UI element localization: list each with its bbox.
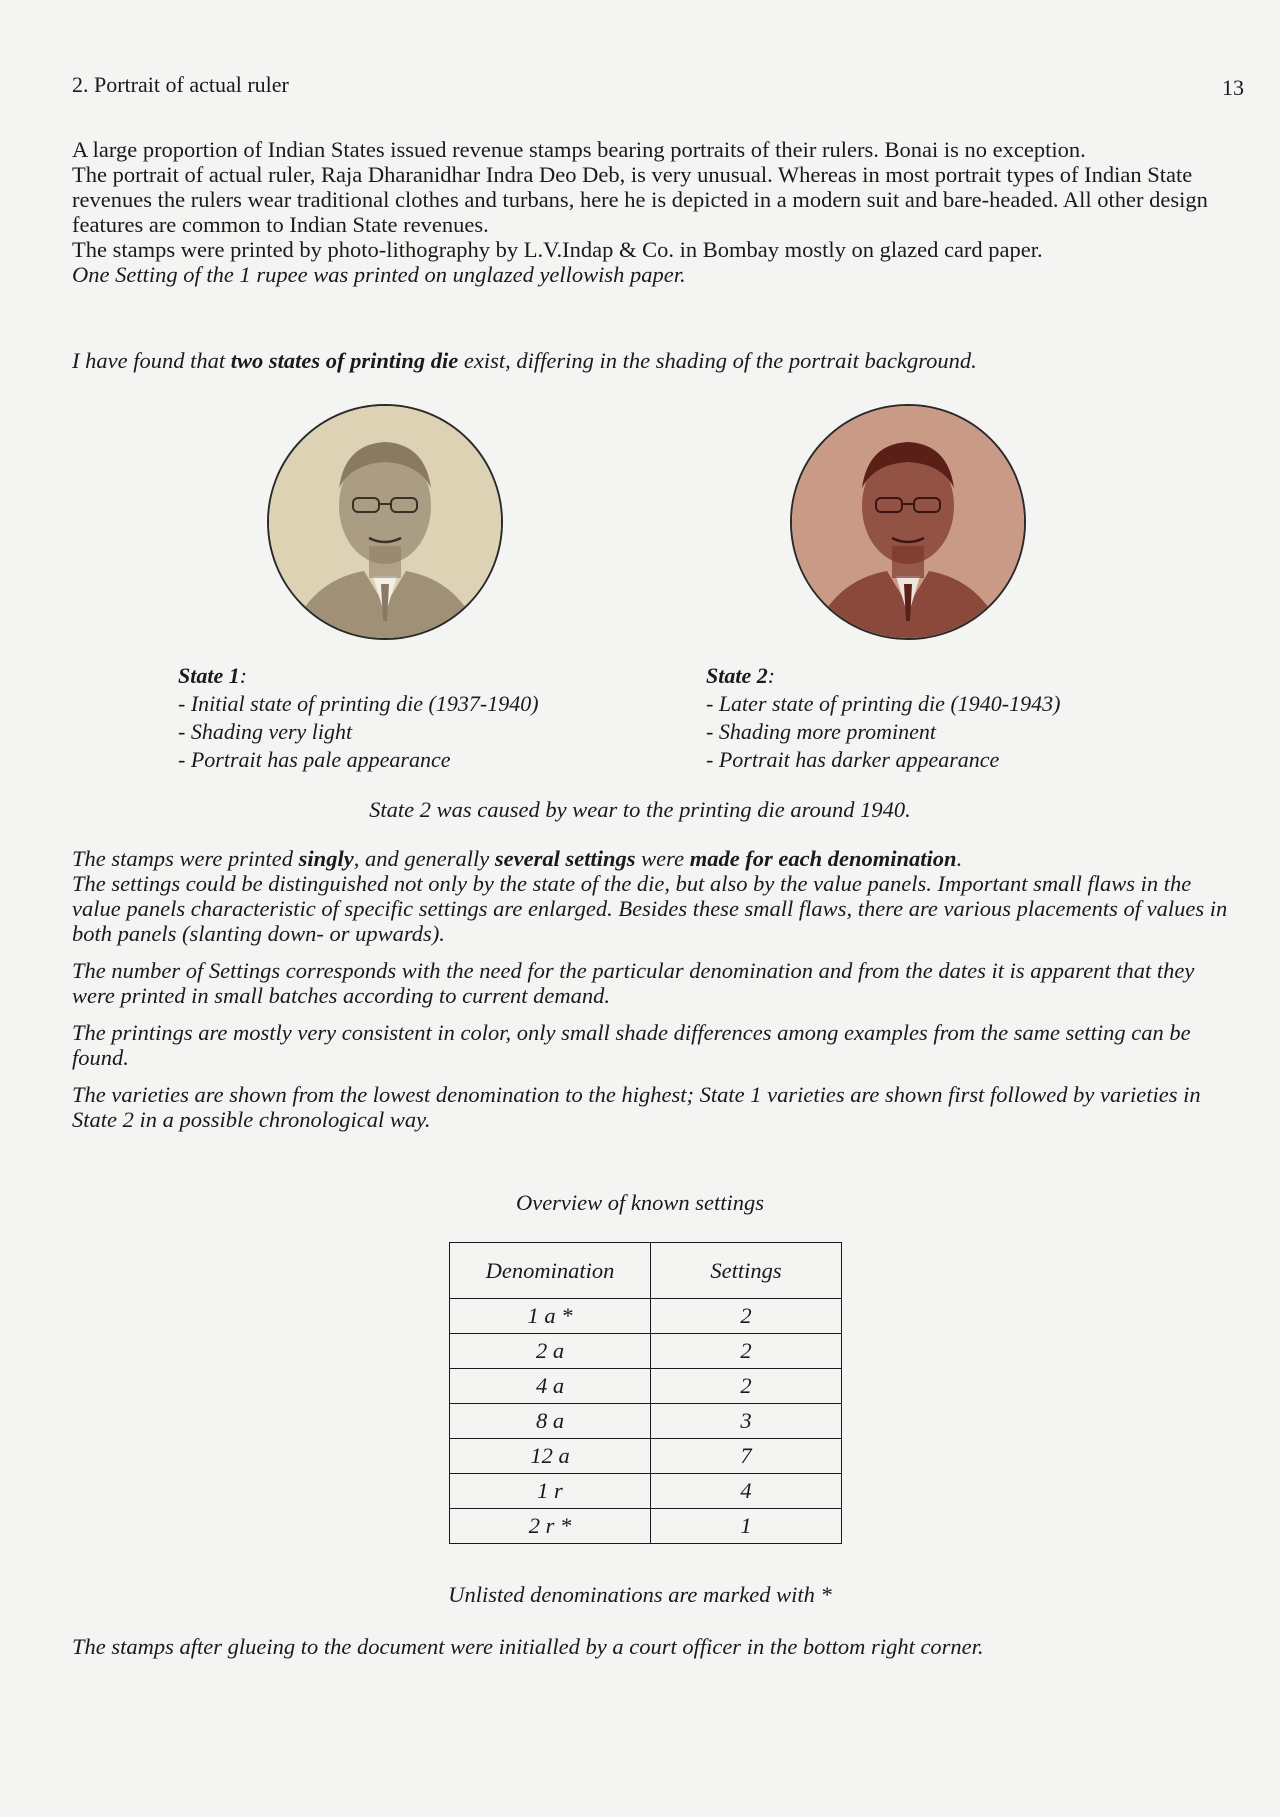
unlisted-note: Unlisted denominations are marked with * xyxy=(448,1582,832,1607)
settings-cell: 2 xyxy=(651,1334,842,1369)
portrait-state-2-image xyxy=(790,404,1026,640)
body-p1-e: were xyxy=(635,846,690,871)
body-paragraph-1 xyxy=(72,846,1242,946)
table-row xyxy=(450,1299,842,1334)
header-denomination: Denomination xyxy=(450,1243,651,1299)
body-p1-f: made for each denomination xyxy=(689,846,957,871)
intro-text xyxy=(72,137,1232,287)
table-row xyxy=(450,1439,842,1474)
body-p1-b: singly xyxy=(298,846,354,871)
body-p1-c: , and generally xyxy=(353,846,495,871)
settings-cell: 4 xyxy=(651,1474,842,1509)
table-row xyxy=(450,1474,842,1509)
settings-cell: 2 xyxy=(651,1299,842,1334)
state-1-line-1: - Initial state of printing die (1937-1940) xyxy=(178,691,539,716)
page-number: 13 xyxy=(1222,75,1244,100)
table-row xyxy=(450,1369,842,1404)
states-intro-text-b: exist, differing in the shading of the portrait background. xyxy=(458,348,977,373)
body-text xyxy=(72,846,1242,1144)
settings-cell: 1 xyxy=(651,1509,842,1544)
wear-note: State 2 was caused by wear to the printing die around 1940. xyxy=(369,797,911,822)
denomination-cell: 8 a xyxy=(450,1404,651,1439)
state-2-line-3: - Portrait has darker appearance xyxy=(706,747,1000,772)
states-intro-bold: two states of printing die xyxy=(230,348,459,373)
state-1-caption: State 1: - Initial state of printing die (1937-1940) - Shading very light - Portrait has pale appearance xyxy=(178,663,539,772)
settings-cell: 2 xyxy=(651,1369,842,1404)
settings-table xyxy=(449,1242,842,1544)
intro-paragraph-3: The stamps were printed by photo-lithography by L.V.Indap & Co. in Bombay mostly on glazed card paper. xyxy=(72,237,1043,262)
header-settings: Settings xyxy=(651,1243,842,1299)
table-row xyxy=(450,1334,842,1369)
state-2-line-2: - Shading more prominent xyxy=(706,719,936,744)
denomination-cell: 2 r * xyxy=(450,1509,651,1544)
state-1-title: State 1 xyxy=(178,663,240,688)
denomination-cell: 4 a xyxy=(450,1369,651,1404)
body-p1-a: The stamps were printed xyxy=(72,846,299,871)
overview-title: Overview of known settings xyxy=(515,1190,765,1215)
body-paragraph-3: The number of Settings corresponds with the need for the particular denomination and from the dates it is apparent that they were printed in small batches according to current demand. xyxy=(72,958,1195,1008)
intro-paragraph-1: A large proportion of Indian States issued revenue stamps bearing portraits of their rulers. Bonai is no exception. xyxy=(72,137,1086,162)
table-header-row xyxy=(450,1243,842,1299)
body-p1-d: several settings xyxy=(494,846,636,871)
body-p1-g: . xyxy=(956,846,963,871)
denomination-cell: 2 a xyxy=(450,1334,651,1369)
page-heading: 2. Portrait of actual ruler xyxy=(72,72,289,97)
table-row xyxy=(450,1509,842,1544)
states-intro-text-a: I have found that xyxy=(72,348,231,373)
state-1-line-3: - Portrait has pale appearance xyxy=(178,747,451,772)
state-1-line-2: - Shading very light xyxy=(178,719,353,744)
portrait-state-2-svg xyxy=(792,406,1024,638)
intro-paragraph-2: The portrait of actual ruler, Raja Dharanidhar Indra Deo Deb, is very unusual. Whereas in most portrait types of Indian State revenues the rulers wear traditional clothes and turbans, here he is depicted in a modern suit and bare-headed. All other design features are common to Indian State revenues. xyxy=(72,162,1208,237)
closing-note: The stamps after glueing to the document were initialled by a court officer in the bottom right corner. xyxy=(72,1634,984,1659)
denomination-cell: 1 a * xyxy=(450,1299,651,1334)
portrait-state-1-svg xyxy=(269,406,501,638)
state-2-line-1: - Later state of printing die (1940-1943) xyxy=(706,691,1061,716)
state-2-title: State 2 xyxy=(706,663,768,688)
portrait-state-1-image xyxy=(267,404,503,640)
settings-cell: 7 xyxy=(651,1439,842,1474)
settings-cell: 3 xyxy=(651,1404,842,1439)
intro-paragraph-4: One Setting of the 1 rupee was printed on unglazed yellowish paper. xyxy=(72,262,686,287)
body-p2: The settings could be distinguished not only by the state of the die, but also by the value panels. Important small flaws in the value panels characteristic of specific settings are enlarged. Besides these small flaws, there are various placements of values in both panels (slanting down- or upwards). xyxy=(72,871,1228,946)
body-paragraph-5: The varieties are shown from the lowest denomination to the highest; State 1 varieties are shown first followed by varieties in State 2 in a possible chronological way. xyxy=(72,1082,1201,1132)
body-paragraph-4: The printings are mostly very consistent in color, only small shade differences among examples from the same setting can be found. xyxy=(72,1020,1191,1070)
denomination-cell: 1 r xyxy=(450,1474,651,1509)
state-2-caption: State 2: - Later state of printing die (1940-1943) - Shading more prominent - Portrait has darker appearance xyxy=(706,663,1061,772)
denomination-cell: 12 a xyxy=(450,1439,651,1474)
states-intro xyxy=(72,348,977,374)
table-row xyxy=(450,1404,842,1439)
